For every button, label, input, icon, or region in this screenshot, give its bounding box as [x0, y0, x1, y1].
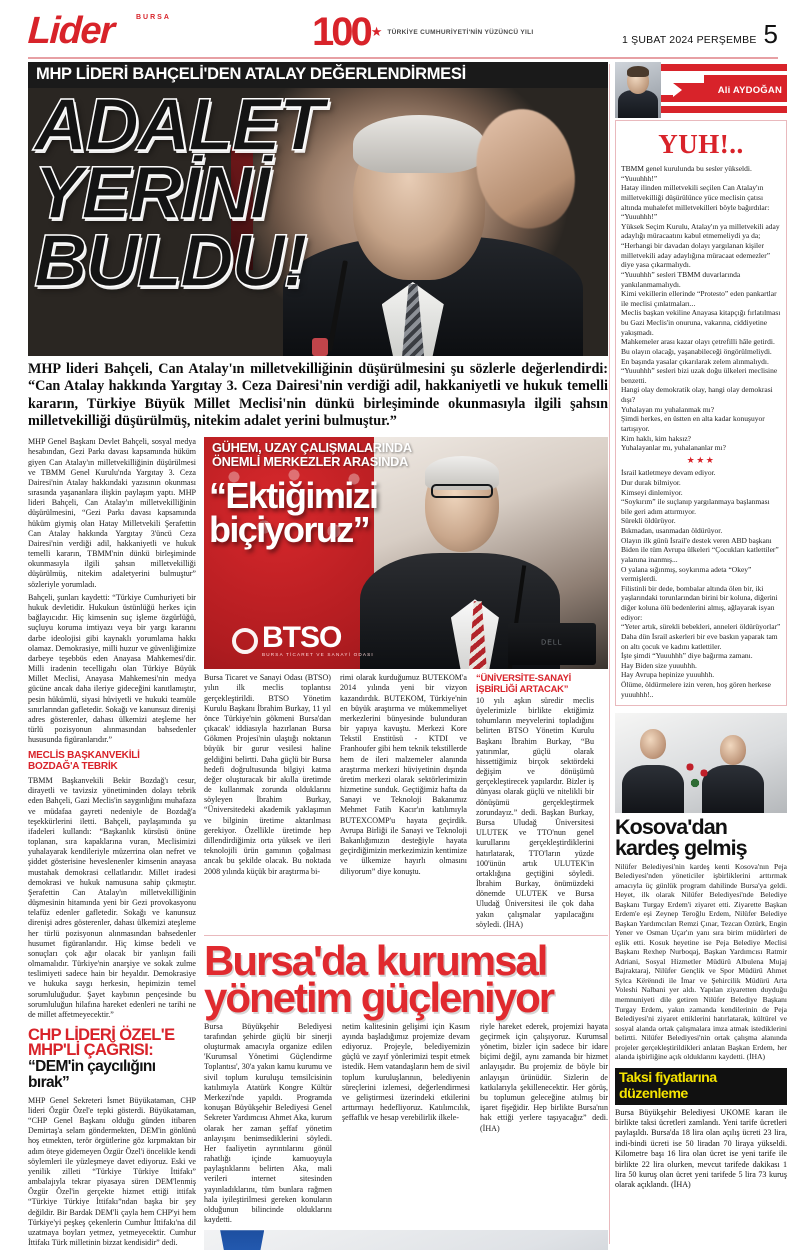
btso-laptop: [508, 623, 596, 665]
bk-headline-line2: yönetim güçleniyor: [204, 973, 554, 1021]
col-p29: Daha dün İsrail askerleri bir eve baskın yaparak tam on altı çocuk ve kadını katlettiler.: [621, 631, 778, 651]
columnist-hair: [627, 66, 649, 77]
col-p15: Yuhalayan mı yuhalanmak mı?: [621, 404, 715, 414]
btso-logo-tagline: BURSA TİCARET VE SANAYİ ODASI: [262, 652, 374, 658]
columnist-name: Ali AYDOĞAN: [717, 85, 782, 96]
col-p16: Şimdi herkes, en üstten en alta kadar konuşuyor tartışıyor.: [621, 414, 765, 433]
photo-microphone-flag: [312, 338, 328, 356]
bursa-kurumsal-columns: [204, 1022, 608, 1225]
btso-subhead-line2: İŞBİRLİĞİ ARTACAK”: [476, 682, 569, 694]
btso-photo: [204, 437, 608, 669]
columnist-body: [618, 90, 658, 118]
btso-kicker-line1: GÜHEM, UZAY ÇALIŞMALARINDA: [212, 440, 412, 456]
columnist-name-row: [673, 83, 787, 98]
col-p30: İşte şimdi “Yuuuhhh” diye bağırma zamanı.: [621, 651, 753, 661]
btso-body-1: Bursa Ticaret ve Sanayi Odası (BTSO) yılın ilk meclis toplantısı gerçekleştirildi. BTSO Yönetim Kurulu Başkanı İbrahim Burkay, 11 yıl önce Türkiye'nin gökmeni Bursa'dan çıkacak' iddiasıyla hazırlanan Bursa Gökmen Projesi'nin ulaştığı noktanın büyük bir gurur vesilesi haline geldiğini belirtti. Daha güçlü bir Bursa hedefi doğrultusunda bilgiyi katma değer oluşturacak bir akılla üretimde de kullanmak zorunda olduklarını söyleyen İbrahim Burkay, “Üniversitedeki akademik yaklaşımın ve bilginin üretime aktarılması gerekiyor. Özellikle üretimde hep dillendirdiğimiz orta yüksek ve ileri teknolojili ürün gamının çoğalması ancak bu şekilde olacak. Bu noktada 2008 yılında küçük bir araştırma bi-: [204, 673, 331, 876]
column-one: [28, 437, 196, 1248]
btso-body-3: 10 yılı aşkın süredir meclis üyelerimizle birlikte ektiğimiz tohumların meyvelerini topladığını belirten BTSO Yönetim Kurulu Başkanı İbrahim Burkay, “Bu yatırımlar, güçlü olarak hissettiğimiz birçok sektördeki değişim ve dönüşümü gerçekleştirecek yapılardır. Bizler iş dünyası olarak güçlü ve nitelikli bir dönüşümü gerçekleştirmek zorundayız.” dedi. Başkan Burkay, Bursa Uludağ Üniversitesi ULUTEK ve TTO'nun genel kurullarını gerçekleştirdiklerini hatırlatarak, TTO'ların yüzde 100'ünün artık ULUTEK'in ortaklığına geçtiğini söyledi. İbrahim Burkay, önümüzdeki dönemde ULUTEK ve Bursa Uludağ Üniversitesi ile çok daha yakın çalışmalar yapılacağını söyledi. (İHA): [476, 695, 594, 929]
col-p19: İsrail katletmeye devam ediyor.: [621, 468, 716, 478]
lead-headline-line2: YERİNİ: [34, 151, 269, 235]
taxi-story: [615, 1068, 787, 1191]
col-p22: “Soykırım” ile suçlanıp yargılanmaya başlanması bile geri adım attırmıyor.: [621, 497, 770, 516]
col-p9: Meclis başkan vekiline Anayasa kitapçığı fırlatılması bu Gazi Meclis'in onuruna, vakarına, ciddiyetine yakışmadı.: [621, 308, 781, 337]
section-separator: [204, 935, 608, 936]
col-p12: En başında yasalar çıkarılarak zelem alınmalıydı.: [621, 356, 769, 366]
publication-date: 1 ŞUBAT 2024 PERŞEMBE: [621, 34, 757, 46]
btso-quote-line1: “Ektiğimizi: [209, 475, 378, 517]
right-column: [615, 62, 787, 1191]
kosova-headline: [615, 817, 787, 858]
col-p31: Hay Biden size yuuuhhh.: [621, 660, 697, 670]
kosova-photo: [615, 713, 787, 813]
bursa-kurumsal-photo: [204, 1230, 608, 1250]
chp-body: MHP Genel Sekreteri İsmet Büyükataman, CHP lideri Özgür Özel'e tepki gösterdi. Büyükataman, “CHP Genel Başkanı olduğu günden itibaren Demirtaş'a selam göndermekten, DEM'in gönlünü hoş etmekten, terör örgütlerine göz kırpmaktan bir adım öteye gidemeyen Özgür Özel'i öncelikle kendi söylemleri ile yüzleşmeye davet ediyoruz. Eski ve yenilik zilleti “Türkiye Türkiye İttifakı” ambalajıyla tekrar piyasaya süren DEM'lenmiş Özgür Özel'in gerçekte hizmet ettiği ittifak “Türkiye Türkiye İttifakı”ndan başka bir şey değildir. Bir Bardak DEM'li çayla hem CHP'yi hem Türkiye'yi peşkeş çekenlerin Cumhur İttifakı'na dil uzatmaya boyları yetmez, yetmeyecektir. Cumhur İttifakı Türk milletinin bizzat kendisidir” dedi.: [28, 1095, 196, 1248]
page-body: [0, 62, 800, 1250]
bk-flag: [220, 1230, 264, 1250]
bursa-kurumsal-story: [204, 936, 608, 1250]
chp-headline-line1: CHP LİDERİ ÖZEL'E: [28, 1026, 175, 1045]
bk-body-3: riyle hareket ederek, projemizi hayata geçirmek için çalışıyoruz. Kurumsal yönetim, bizler için sadece bir idare biçimi değil, aynı zamanda bir hizmet anlayışıdır. Bu projemiz de böyle bir anlayışın ürünüdür. Sizlerin de katkılarıyla şekillenecektir. Her görüş, bu toplumun geleceğine atılmış bir işaret fişeğidir. Hep birlikte Bursa'nın hak ettiği yerlere taşıyacağız” dedi. (İHA): [480, 1021, 608, 1133]
col-p7: “Yuuuhhh” sesleri TBMM duvarlarında yankılanmamalıydı.: [621, 269, 741, 289]
bk-body-1: Bursa Büyükşehir Belediyesi tarafından şehirde güçlü bir sinerji oluşturmak amacıyla organize edilen 'Kurumsal Yönetimi Güçlendirme Toplantısı', 30'a yakın kamu kurumu ve sivil toplum kuruluşu temsilcisinin katılımıyla Atatürk Kongre Kültür Merkezi'nde yapıldı. Programda konuşan Büyükşehir Belediyesi Genel Sekreter Yardımcısı Ahmet Aka, kurum olarak her zaman şeffaf yönetim anlayışını benimsediklerini söyledi. Her faaliyetin ayrıntılarını gönül rahatlığı içinde kamuoyuyla paylaştıklarını belirten Aka, mali verileri internet sitesinden yayınladıklarını, tüm bunlara rağmen hala iyileştirilmesi gereken konuların olduğunun bilincinde olduklarını kaydetti.: [204, 1021, 332, 1225]
chp-headline-line2: MHP'Lİ ÇAĞRISI:: [28, 1040, 154, 1059]
col-p6: “Herhangi bir davadan dolayı yargılanan kişiler milletvekili aday adaylığına müracaat edemezler” diye yasa çıkarmalıydı.: [621, 241, 771, 270]
lead-story: [28, 62, 608, 437]
col-p17: Kim haklı, kim haksız?: [621, 433, 691, 443]
page-number: 5: [763, 19, 778, 49]
centennial-text: TÜRKİYE CUMHURİYETİ'NİN YÜZÜNCÜ YILI: [387, 28, 534, 36]
taxi-body: Bursa Büyükşehir Belediyesi UKOME kararı ile birlikte taksi ücretleri zamlandı. Yeni tarife ücretleri paylaşıldı. Bursa'da 18 lira olan açılış ücreti 23 lira, indi-bindi ücreti ise 50 liradan 70 liraya yükseldi. Kilometre başı 16 lira olan ücret ise yeni tarife ile birlikte 22 lira olurken, mevcut tarifede dakikası 1 lira 50 kuruş olan ücret yeni tarifede 5 lira 73 kuruş olarak açıklandı. (İHA): [615, 1107, 787, 1190]
lead-body-1: MHP Genel Başkanı Devlet Bahçeli, sosyal medya hesabından, Gezi Parkı davası kapsamında hüküm giyen Can Atalay'ın milletvekilliğinin düşürülmesi ve TBMM Genel Kurulu'nda Yargıtay 3. Ceza Dairesi'nin Atalay hakkındaki yazısının okunması sırasında yaşananlara ilişkin paylaşım yaptı. MHP lideri Bahçeli, Can Atalay'ın milletvekilliğinin düşürülmesini, “Gezi Parkı davası kapsamında hüküm giymiş olan Hatay Milletvekili Şerafettin Can Atalay hakkında Yargıtay 3'üncü Ceza Dairesi'nin verdiği adil, hakkaniyetli ve hukuk temelli kararın, TBMM'nin dünkü birleşiminde okunmasıyla ilgili şahsın milletvekilliği düşürülmüş, nitekim adaletyerini bulmuştur” sözleriyle yorumladı.: [28, 437, 196, 589]
bk-headline-line1: Bursa'da kurumsal: [204, 936, 547, 984]
columnist-article: [615, 120, 787, 706]
bursa-kurumsal-headline: [204, 936, 608, 1021]
col-p18: Yuhalayanlar mı, yuhalananlar mı?: [621, 443, 726, 453]
kosova-story: [615, 713, 787, 1061]
col-p20: Dur durak bilmiyor.: [621, 477, 681, 487]
col-p32: Hay Avrupa hepinize yuuuhhh.: [621, 670, 715, 680]
col-p3: Hatay ilinden milletvekili seçilen Can Atalay'ın milletvekilliği düşürülünce yüce meclisin çatısı altında muhalefet milletvekilleri böyle bağırdılar:: [621, 183, 770, 212]
lead-headline-line1: ADALET: [34, 88, 323, 166]
columnist-divider-stars: ★★★: [686, 454, 716, 465]
btso-column-three: [476, 673, 594, 930]
col-p13: “Yuuuhhh” sesleri bizi uzak doğu ülkeleri meclisine benzetti.: [621, 366, 778, 385]
lead-kicker: MHP LİDERİ BAHÇELİ'DEN ATALAY DEĞERLENDİRMESİ: [28, 62, 608, 88]
lead-body-2: Bahçeli, şunları kaydetti: “Türkiye Cumhuriyeti bir hukuk devletidir. Hukukun üstünlüğü herkes için bağlayıcıdır. Hiç kimsenin suç işleme özgürlüğü, suçluyu koruma imtiyazı veya bir yargı kararını darbe ideolojisi gibi kaynaklı yorumlama hakkı olamaz. Demokrasiye, milli huzur ve güvenliğimize darbeye teşebbüs eden Anayasa Mahkemesi'dir. Milli iradenin tecelligahı olan Türkiye Büyük Millet Meclisi, Anayasa Mahkemesi'nin medya gücüne ancak daha ileriye gideceğini kanıtlamıştır, pesin hükümlü, siyasi hüviyetli ve hukuki teamüle sınırlarından gafletedir. Sokağı ve kanunsuz direnişi adres gösterenler, dahası ülkemizi ateşleme her türlü pozisyonun alınmasından bahsedenler hususunda figüranlarıdır.”: [28, 592, 196, 745]
btso-kicker: [212, 441, 412, 469]
vertical-divider: [609, 64, 610, 1244]
photo-hair: [353, 115, 485, 173]
kosova-person-1: [618, 729, 688, 813]
lead-body-3: TBMM Başkanvekili Bekir Bozdağ'ı cesur, dirayetli ve tavizsiz yönetiminden dolayı tebrik eden Bahçeli, Gazi Meclis'in saygınlığını muhafaza ve müdafaa gayreti nedeniyle de Bozdağ'a teşekkürlerini iletti. Bahçeli, paylaşımında şu ifadeleri kullandı: “Başkanlık kürsüsü önüne toplanan, sıra kapaklarına vuran, Meclisimizi yuhalayarak kendileriyle müzerrina olan nefret ve şiddet gösterisine heveslenenler kimsenin anayasa mustahak demokrasi cellatlarıdır. Millet iradesi demokrasi ve hukuk namusuna sahip çıkmıştır. Şerafettin Can Atalay'ın milletvekilliğinin düşmesinin hitamında yeni bir Gezi provokasyonu telafüz edenler gafletedir. Sokağı ve kanunsuz direnişi adres gösterenler, dahası ülkemizi ateşleme her türlü pozisyonun alınmasından bahsedenler husumet figüranlarıdır. Hiç kimse bedeli ve sonuçları çok ağır olacak bir yanlışın faili olmamalıdır. Türkiye'nin anarşiye ve sokak zulme teslimiyeti sadece hain bir heyaldır. Demokrasiye ve hukuka saygı herkesin, hepimizin temel sorumluluğudur. Şayet kaybının pençesinde bu sorumluluğun hilafına hareket edenleri ne tarihi ne de millet affetmeyecektir.”: [28, 776, 196, 1019]
col-p2: “Yuuuhhh!”: [621, 173, 658, 183]
lead-photo: [28, 88, 608, 356]
bk-photo-background: [204, 1230, 608, 1250]
star-icon: ★: [370, 24, 383, 39]
btso-quote: [209, 475, 378, 551]
gear-icon: [232, 628, 258, 654]
col-p26: O yalana sığınmış, soykırıma adeta “Okey” vermişlerdi.: [621, 564, 752, 584]
lead-headline: [34, 88, 323, 303]
col-p14: Hangi olay demokratik olay, hangi olay demokrasi dışı?: [621, 385, 773, 404]
kosova-body: Nilüfer Belediyesi'nin kardeş kenti Kosova'nın Peja Belediyesi'nden yöneticiler işbirliklerini arttırmak amacıyla üç günlük program dahilinde Bursa'ya geldi. Heyet, ilk olarak Nilüfer Belediyesi'nde Belediye Başkanı Turgay Erdem'i ziyaret etti. Ziyarette Başkan Erdem'e eşi Zeynep Teroğlu Erdem, Nilüfer Belediye Başkan Yardımcıları Remzi Çınar, Tezcan Öztürk, Engin Yener ve Osman Uçar'ın yanı sıra birim müdürleri de eşlik etti. Kosuk heyetine ise Peja Belediye Meclisi Başkanı Rexhep Nurboqaj, Başkan Yardımcısı Ratmir Adriani, Sosyal Hizmetler Müdürü Albulena Mujaj Bajraktaraj, Nilüfer Gençlik ve Spor Müdürü Ahmet Sylca Kёrёnndi ile İmar ve Şehircilik Müdürü Arta Voleshi Nalbani yer aldı. Yapılan ziyaretten duyduğu memnuniyeti dile getiren Nilüfer Belediye Başkanı Turgay Erdem, yakın zamanda kendilerinin de Peja Belediyesi'ni ziyaret ettiklerini hatırlatarak, kültürel ve sosyal alanda ortak çalışmalara imza atmak istediklerini belirtti. Nilüfer Belediyesi'nin ortak çalışma alanında projeler gerçekleştirildikleri anlatan Başkan Erdem, her alanda işbirliğine açık olduklarını kaydetti. (İHA): [615, 861, 787, 1062]
chp-headline-line3: “DEM'in çaycılığını bırak”: [28, 1058, 156, 1092]
col-p25: Olayın ilk günü İsrail'e destek veren ABD başkanı Biden ile tüm Avrupa ülkeleri “Çocukları katlettiler” yalanına inanmış...: [621, 535, 779, 564]
col-p28: “Yeter artık, sürekli bebekleri, anneleri öldürüyorlar”: [621, 622, 781, 632]
kosova-headline-line1: Kosova'dan: [615, 815, 728, 840]
col-p21: Kimseyi dinlemiyor.: [621, 487, 683, 497]
lead-summary: MHP lideri Bahçeli, Can Atalay'ın milletvekilliğinin düşürülmesini şu sözlerle değerlendirdi: “Can Atalay hakkında Yargıtay 3. Ceza Dairesi'nin verdiği adil, hakkaniyetli ve hukuk temelli kararın, Türkiye Büyük Millet Meclisi'nin dünkü birleşiminde okunmasıyla ilgili şahsın milletvekilliği düşürülmüş, nitekim adalet yerini bulmuştur.”: [28, 361, 608, 429]
main-content: [28, 62, 608, 1248]
btso-kicker-line2: ÖNEMLİ MERKEZLER ARASINDA: [212, 454, 409, 470]
logo-wrap: [28, 12, 228, 50]
btso-subhead-line1: “ÜNİVERSİTE-SANAYİ: [476, 672, 572, 684]
btso-body-2: rimi olarak kurduğumuz BUTEKOM'a 2014 yılında yeni bir vizyon kazandırdık. BUTEKOM, Türkiye'nin en büyük araştırma ve mükemmeliyet merkezlerini bünyesinde bulunduran bir yapıya kavuştu. Merkezi Kore Tekstil Enstitüsü - KTDI ve Franhoufer gibi hem teknik tekstillerde hem de ileri malzemeler alanında araştırma merkezi hüviyetinin dışında üretim merkezi olarak sektörlerimizin hizmetine sunduk. Geçtiğimiz hafta da Sanayi ve Teknoloji Bakanımız Mehmet Fatih Kacır'ın katılımıyla BUTEXCOMP'u hayata geçirdik. Avrupa Birliği ile Sanayi ve Teknoloji Bakanlığımızın desteğiyle hayata geçirdiğimizin merkezimizin kentimize ve ülkemize hayırlı olmasını diliyorum” diye konuştu.: [340, 673, 467, 876]
btso-quote-line2: biçiyoruz”: [209, 509, 370, 551]
subhead-bozdag-line2: BOZDAĞ'A TEBRİK: [28, 761, 118, 773]
col-p8: Kimi vekillerin ellerinde “Protesto” eden pankartlar ile meclisi çınlatmaları...: [621, 289, 777, 308]
columnist-bar-1: [661, 64, 787, 71]
col-p27: Filistinli bir dede, bombalar altında ölen bir, iki yaşlarındaki torunlarından birini bir koluna, diğerini diğer koluna ölü bedenlerini almış, ağlayarak isyan ediyor:: [621, 583, 778, 622]
btso-logo-word: BTSO: [262, 621, 342, 655]
columns-two-four: [204, 437, 608, 1250]
masthead-rule: [28, 57, 778, 59]
col-p24: Bıkmadan, usanmadan öldürüyor.: [621, 526, 723, 536]
columnist-text: [621, 164, 781, 699]
kosova-headline-line2: kardeş gelmiş: [615, 835, 747, 860]
col-p23: Sürekli öldürüyor.: [621, 516, 676, 526]
col-p10: Mahkemeler arası kazar olayı çetrefilli hâle getirdi.: [621, 337, 775, 347]
glasses-icon: [431, 484, 493, 498]
col-p1: TBMM genel kurulunda bu sesler yükseldi.: [621, 164, 752, 173]
col-p11: Bu olayın olacağı, yaşanabileceği öngörülmeliydi.: [621, 346, 772, 356]
columnist-photo: [615, 62, 661, 118]
col-p4: “Yuuuhhh!”: [621, 212, 658, 222]
btso-columns: [204, 673, 608, 930]
subhead-bozdag-line1: MECLİS BAŞKANVEKİLİ: [28, 750, 140, 762]
logo-subtitle: BURSA: [136, 14, 171, 21]
col-p5: Yüksek Seçim Kurulu, Atalay'ın ya milletvekili aday adaylığı müracaatını kabul etmemeliydi ya da;: [621, 221, 780, 241]
taxi-headline: Taksi fiyatlarına düzenleme: [615, 1068, 787, 1105]
centennial-number: 100: [312, 10, 370, 54]
masthead: [0, 0, 800, 62]
col-p33: Ölüme, öldürmelere izin veren, hoş gören herkese yuuuhhh!..: [621, 680, 771, 699]
btso-logo: [232, 621, 374, 658]
flowers-icon: [682, 759, 712, 793]
dateline: [621, 19, 778, 49]
triangle-icon: [673, 83, 682, 97]
newspaper-logo: Lider: [26, 10, 115, 52]
columnist-title: YUH!..: [658, 129, 744, 159]
columnist-header: [615, 62, 787, 120]
columnist-bar-4: [661, 106, 787, 113]
bk-body-2: netim kalitesinin gelişimi için Kasım ayında başladığımız projemize devam ediyoruz. Projeyle, belediyemizin güçlü ve zayıf yönlerimizi tespit etmek istedik. Hem vatandaşların hem de sivil toplum kuruluşlarının, belediyenin süreçlerini izlemesi, değerlendirmesi ve geliştirmesi üzerindeki etkilerini arttırmayı hedefliyoruz. Katılımcılık, şeffaflık ve hesap verebilirlik ilkele-: [342, 1021, 470, 1123]
centennial-emblem: [312, 10, 534, 54]
lead-headline-line3: BULDU!: [34, 219, 306, 303]
